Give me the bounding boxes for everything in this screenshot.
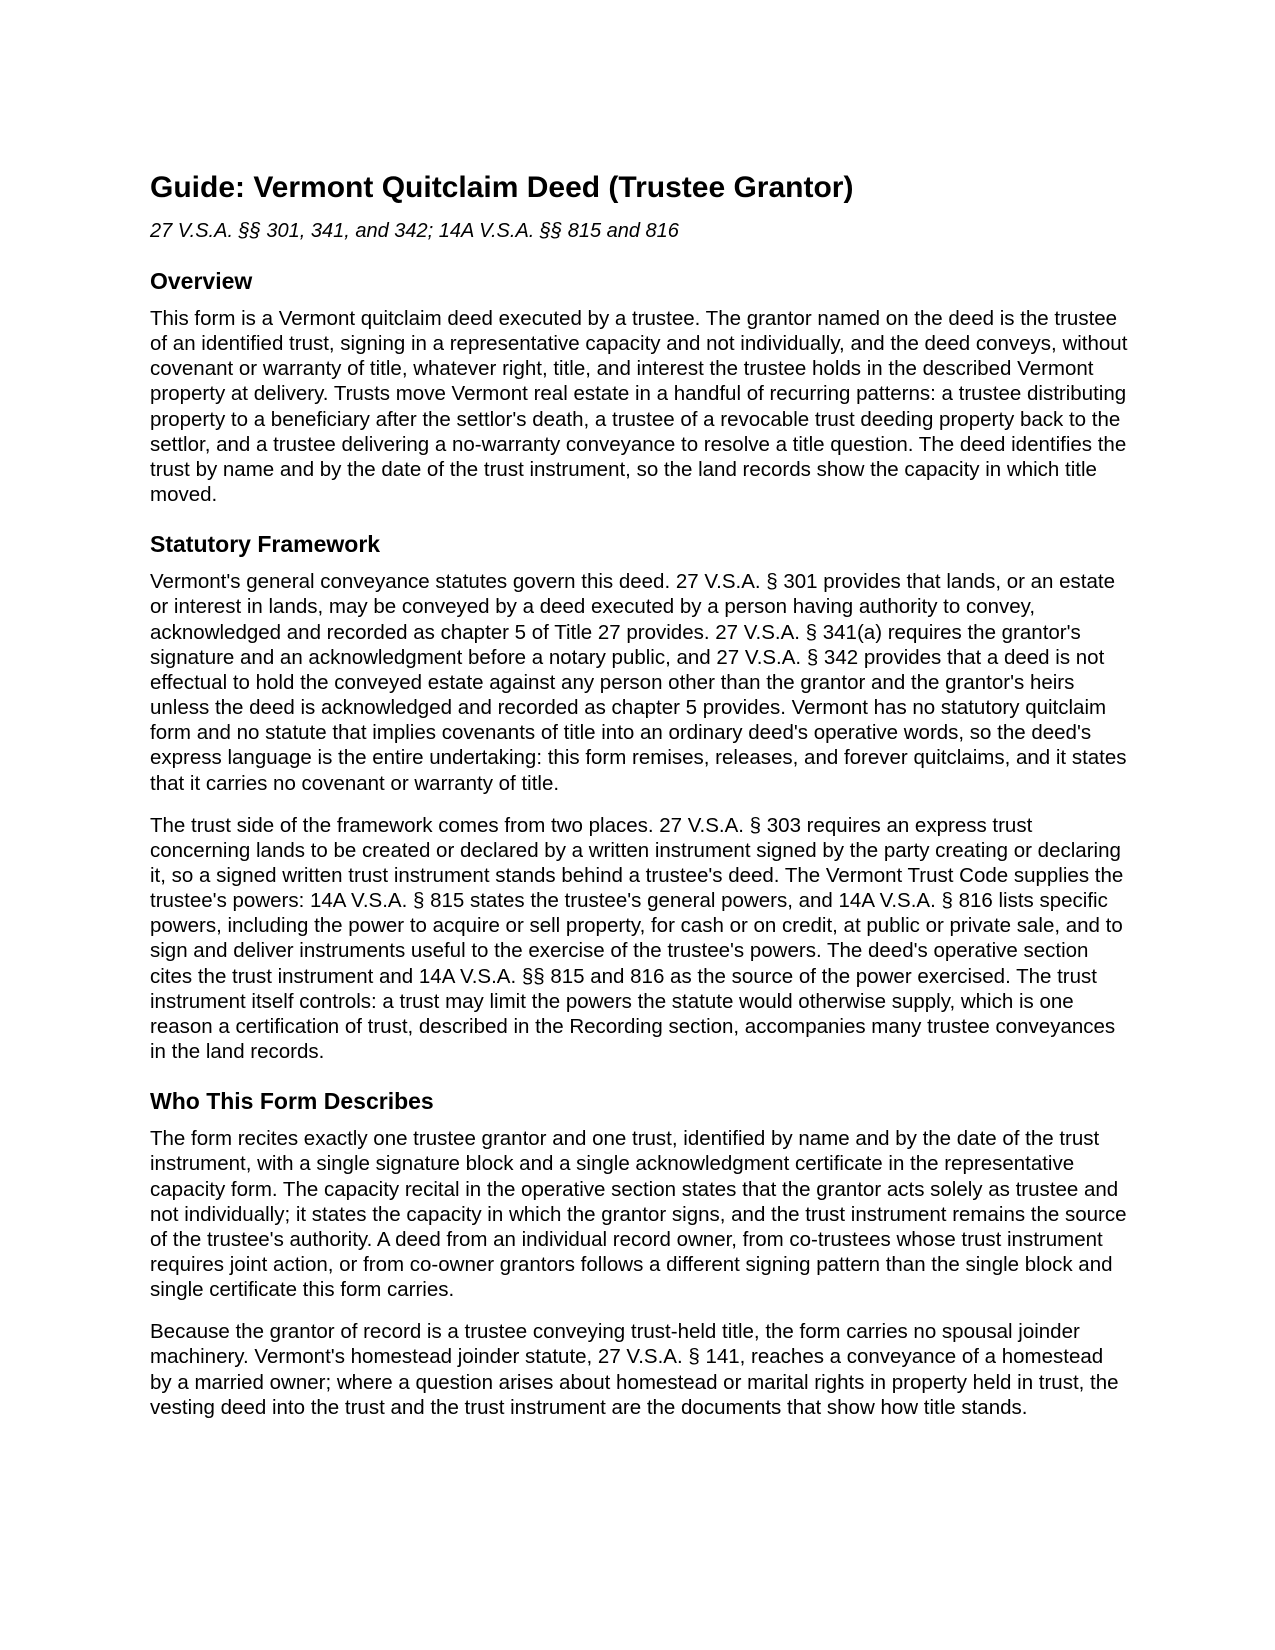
- statutory-paragraph-1: Vermont's general conveyance statutes govern this deed. 27 V.S.A. § 301 provides that lands, or an estate or interest in lands, may be conveyed by a deed executed by a person having authority to convey, acknowledged and recorded as chapter 5 of Title 27 provides. 27 V.S.A. § 341(a) requires the grantor's signature and an acknowledgment before a notary public, and 27 V.S.A. § 342 provides that a deed is not effectual to hold the conveyed estate against any person other than the grantor and the grantor's heirs unless the deed is acknowledged and recorded as chapter 5 provides. Vermont has no statutory quitclaim form and no statute that implies covenants of title into an ordinary deed's operative words, so the deed's express language is the entire undertaking: this form remises, releases, and forever quitclaims, and it states that it carries no covenant or warranty of title.: [150, 570, 1127, 795]
- statute-citation: 27 V.S.A. §§ 301, 341, and 342; 14A V.S.A. §§ 815 and 816: [150, 220, 679, 242]
- who-paragraph-1: The form recites exactly one trustee grantor and one trust, identified by name and by the date of the trust instrument, with a single signature block and a single acknowledgment certificate in the representative capacity form. The capacity recital in the operative section states that the grantor acts solely as trustee and not individually; it states the capacity in which the grantor signs, and the trust instrument remains the source of the trustee's authority. A deed from an individual record owner, from co-trustees whose trust instrument requires joint action, or from co-owner grantors follows a different signing pattern than the single block and single certificate this form carries.: [150, 1127, 1127, 1302]
- document-page: [150, 168, 1130, 1420]
- section-heading-who-this-form-describes: Who This Form Describes: [150, 1088, 434, 1115]
- section-heading-overview: Overview: [150, 268, 253, 294]
- statutory-paragraph-2: The trust side of the framework comes from two places. 27 V.S.A. § 303 requires an express trust concerning lands to be created or declared by a written instrument signed by the party creating or declaring it, so a signed written trust instrument stands behind a trustee's deed. The Vermont Trust Code supplies the trustee's powers: 14A V.S.A. § 815 states the trustee's general powers, and 14A V.S.A. § 816 lists specific powers, including the power to acquire or sell property, for cash or on credit, at public or private sale, and to sign and deliver instruments useful to the exercise of the trustee's powers. The deed's operative section cites the trust instrument and 14A V.S.A. §§ 815 and 816 as the source of the power exercised. The trust instrument itself controls: a trust may limit the powers the statute would otherwise supply, which is one reason a certification of trust, described in the Recording section, accompanies many trustee conveyances in the land records.: [150, 813, 1124, 1064]
- overview-paragraph: This form is a Vermont quitclaim deed executed by a trustee. The grantor named on the deed is the trustee of an identified trust, signing in a representative capacity and not individually, and the deed conveys, without covenant or warranty of title, whatever right, title, and interest the trustee holds in the described Vermont property at delivery. Trusts move Vermont real estate in a handful of recurring patterns: a trustee distributing property to a beneficiary after the settlor's death, a trustee of a revocable trust deeding property back to the settlor, and a trustee delivering a no-warranty conveyance to resolve a title question. The deed identifies the trust by name and by the date of the trust instrument, so the land records show the capacity in which title moved.: [150, 307, 1128, 507]
- section-heading-statutory-framework: Statutory Framework: [150, 531, 381, 558]
- who-paragraph-2: Because the grantor of record is a trustee conveying trust-held title, the form carries no spousal joinder machinery. Vermont's homestead joinder statute, 27 V.S.A. § 141, reaches a conveyance of a homestead by a married owner; where a question arises about homestead or marital rights in property held in trust, the vesting deed into the trust and the trust instrument are the documents that show how title stands.: [150, 1320, 1119, 1419]
- document-title: Guide: Vermont Quitclaim Deed (Trustee Grantor): [150, 171, 854, 204]
